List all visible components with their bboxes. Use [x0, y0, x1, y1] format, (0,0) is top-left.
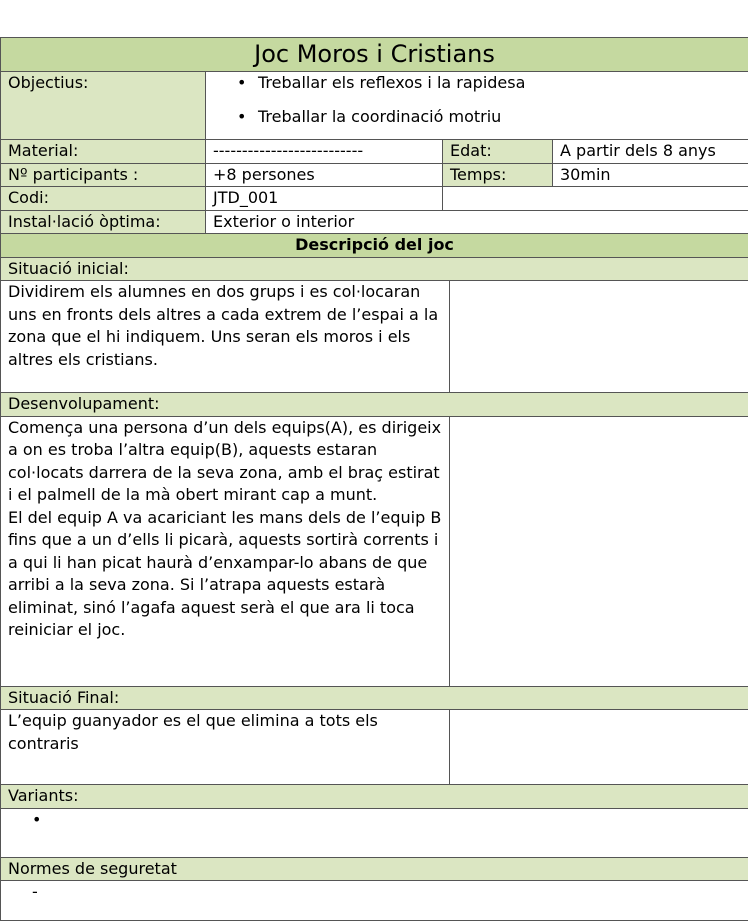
- variant-item: [8, 809, 741, 832]
- game-table: [0, 37, 748, 921]
- objectiu-item: • Treballar la coordinació motriu: [213, 106, 741, 129]
- temps-label: Temps:: [443, 163, 553, 187]
- desenvolupament-label: Desenvolupament:: [1, 393, 748, 417]
- participants-value: +8 persones: [206, 163, 443, 187]
- situacio-inicial-text: Dividirem els alumnes en dos grups i es col·locaran uns en fronts dels altres a cada extrem de l’espai a la zona que el hi indiquem. Uns seran els moros i els altres els cristians.: [1, 281, 450, 393]
- objectius-list-cell: [206, 72, 748, 140]
- installacio-value: Exterior o interior: [206, 210, 748, 234]
- normes-list: [1, 881, 748, 921]
- situacio-inicial-label: Situació inicial:: [1, 257, 748, 281]
- material-value: --------------------------: [206, 140, 443, 164]
- descripcio-header: Descripció del joc: [1, 234, 748, 258]
- bullet-icon: •: [32, 810, 41, 829]
- norma-item: [8, 881, 741, 904]
- temps-value: 30min: [553, 163, 748, 187]
- objectius-label: Objectius:: [1, 72, 206, 140]
- situacio-inicial-notes: [450, 281, 748, 393]
- codi-label: Codi:: [1, 187, 206, 211]
- objectius-list: [213, 72, 741, 128]
- situacio-final-label: Situació Final:: [1, 686, 748, 710]
- material-label: Material:: [1, 140, 206, 164]
- installacio-label: Instal·lació òptima:: [1, 210, 206, 234]
- bullet-icon: •: [237, 106, 246, 129]
- variants-label: Variants:: [1, 785, 748, 809]
- edat-value: A partir dels 8 anys: [553, 140, 748, 164]
- dash-marker: -: [32, 882, 38, 901]
- desenvolupament-notes: [450, 416, 748, 686]
- codi-value: JTD_001: [206, 187, 443, 211]
- game-sheet: [0, 37, 748, 921]
- game-title: Joc Moros i Cristians: [1, 38, 748, 72]
- variants-list: [1, 808, 748, 857]
- objectiu-item: • Treballar els reflexos i la rapidesa: [213, 72, 741, 95]
- codi-empty-cell: [443, 187, 748, 211]
- bullet-icon: •: [237, 72, 246, 95]
- desenvolupament-text: [1, 416, 450, 686]
- situacio-final-text: L’equip guanyador es el que elimina a tots els contraris: [1, 710, 450, 785]
- desenvolupament-paragraph: Comença una persona d’un dels equips(A), es dirigeix a on es troba l’altra equip(B), aquests estaran col·locats darrera de la seva zona, amb el braç estirat i el palmell de la mà obert mirant cap a munt.: [8, 417, 442, 507]
- edat-label: Edat:: [443, 140, 553, 164]
- normes-label: Normes de seguretat: [1, 857, 748, 881]
- desenvolupament-paragraph: El del equip A va acariciant les mans dels de l’equip B fins que a un d’ells li picarà, aquests sortirà corrents i a qui li han picat haurà d’enxampar-lo abans de que arribi a la seva zona. Si l’atrapa aquests estarà eliminat, sinó l’agafa aquest serà el que ara li toca reiniciar el joc.: [8, 507, 442, 642]
- participants-label: Nº participants :: [1, 163, 206, 187]
- situacio-final-notes: [450, 710, 748, 785]
